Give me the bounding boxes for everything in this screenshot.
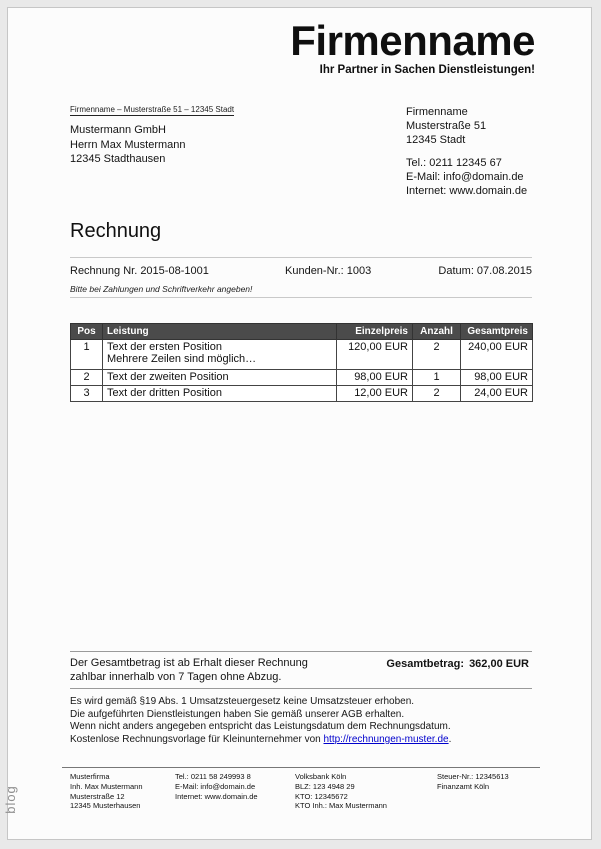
recipient-address-block [70, 123, 186, 167]
payment-terms-line: zahlbar innerhalb von 7 Tagen ohne Abzug. [70, 671, 282, 683]
col-header-einzelpreis: Einzelpreis [337, 324, 413, 340]
cell-pos: 2 [71, 370, 103, 386]
legal-note-line: Die aufgeführten Dienstleistungen haben Sie gemäß unserer AGB erhalten. [70, 708, 405, 720]
divider [70, 257, 532, 258]
col-header-pos: Pos [71, 324, 103, 340]
grand-total [386, 658, 529, 670]
col-header-gesamtpreis: Gesamtpreis [461, 324, 533, 340]
footer-line: Steuer-Nr.: 12345613 [437, 772, 509, 781]
recipient-line: 12345 Stadthausen [70, 153, 166, 165]
watermark: blog [2, 785, 18, 814]
cell-description [103, 340, 337, 370]
footer-line: Finanzamt Köln [437, 781, 490, 791]
footer-tax-block [437, 772, 509, 792]
legal-note-line: Es wird gemäß §19 Abs. 1 Umsatzsteuergesetz keine Umsatzsteuer erhoben. [70, 696, 415, 707]
recipient-line: Herrn Max Mustermann [70, 138, 186, 151]
company-phone: Tel.: 0211 12345 67 [406, 157, 502, 169]
company-website: Internet: www.domain.de [406, 185, 528, 197]
cell-total-price: 24,00 EUR [461, 386, 533, 402]
cell-unit-price: 98,00 EUR [337, 370, 413, 386]
col-header-anzahl: Anzahl [413, 324, 461, 340]
payment-reference-note: Bitte bei Zahlungen und Schriftverkehr angeben! [70, 284, 253, 294]
grand-total-label: Gesamtbetrag: [386, 658, 465, 670]
legal-note-line [70, 734, 451, 747]
footer-line: Inh. Max Mustermann [70, 781, 143, 791]
footer-divider [62, 767, 540, 768]
company-address-block [406, 105, 527, 198]
footer-line: Musterfirma [70, 772, 110, 781]
col-header-leistung: Leistung [103, 324, 337, 340]
table-row [71, 340, 533, 370]
recipient-line: Mustermann GmbH [70, 124, 166, 136]
table-header-row [71, 324, 533, 340]
page-title: Rechnung [70, 220, 162, 242]
table-row [71, 386, 533, 402]
company-name: Firmenname [290, 17, 535, 64]
footer-line: 12345 Musterhausen [70, 801, 141, 811]
template-credit-suffix: . [448, 733, 452, 745]
payment-terms-line: Der Gesamtbetrag ist ab Erhalt dieser Rechnung [70, 657, 308, 669]
invoice-meta-row [70, 265, 532, 277]
cell-quantity: 2 [413, 386, 461, 402]
invoice-page [7, 7, 592, 840]
company-tagline: Ihr Partner in Sachen Dienstleistungen! [319, 63, 535, 76]
description-line: Mehrere Zeilen sind möglich… [107, 353, 257, 365]
footer-line: Tel.: 0211 58 249993 8 [175, 772, 251, 781]
cell-pos: 1 [71, 340, 103, 370]
divider [70, 297, 532, 298]
footer-line: BLZ: 123 4948 29 [295, 781, 355, 791]
divider [70, 688, 532, 689]
line-items-table [70, 323, 533, 402]
cell-unit-price: 120,00 EUR [337, 340, 413, 370]
cell-description: Text der zweiten Position [103, 370, 337, 386]
cell-quantity: 2 [413, 340, 461, 370]
cell-description: Text der dritten Position [103, 386, 337, 402]
divider [70, 651, 532, 652]
sender-return-address: Firmenname – Musterstraße 51 – 12345 Stadt [70, 105, 235, 114]
company-address-line: 12345 Stadt [406, 134, 466, 146]
description-line: Text der ersten Position [107, 341, 222, 353]
footer-company-block [70, 772, 143, 811]
footer-line: E-Mail: info@domain.de [175, 781, 256, 791]
invoice-date: Datum: 07.08.2015 [438, 265, 532, 277]
legal-note-line: Wenn nicht anders angegeben entspricht das Leistungsdatum dem Rechnungsdatum. [70, 721, 451, 733]
footer-line: Internet: www.domain.de [175, 791, 258, 801]
company-address-line: Musterstraße 51 [406, 120, 487, 132]
invoice-number: Rechnung Nr. 2015-08-1001 [70, 265, 209, 277]
table-row [71, 370, 533, 386]
footer-contact-block [175, 772, 258, 801]
footer-line: Volksbank Köln [295, 772, 347, 781]
payment-terms [70, 656, 308, 684]
cell-quantity: 1 [413, 370, 461, 386]
grand-total-amount: 362,00 EUR [469, 658, 529, 670]
company-address-line: Firmenname [406, 106, 468, 118]
footer-line: KTO Inh.: Max Mustermann [295, 801, 387, 811]
cell-total-price: 240,00 EUR [461, 340, 533, 370]
cell-unit-price: 12,00 EUR [337, 386, 413, 402]
legal-notes [70, 696, 451, 746]
cell-total-price: 98,00 EUR [461, 370, 533, 386]
template-credit-text: Kostenlose Rechnungsvorlage für Kleinunternehmer von [70, 733, 324, 745]
footer-line: Musterstraße 12 [70, 791, 125, 801]
cell-pos: 3 [71, 386, 103, 402]
footer-bank-block [295, 772, 387, 811]
footer-line: KTO: 12345672 [295, 791, 348, 801]
customer-number: Kunden-Nr.: 1003 [285, 265, 372, 277]
template-link[interactable]: http://rechnungen-muster.de [323, 733, 449, 745]
letterhead [290, 17, 535, 76]
company-email: E-Mail: info@domain.de [406, 171, 524, 183]
